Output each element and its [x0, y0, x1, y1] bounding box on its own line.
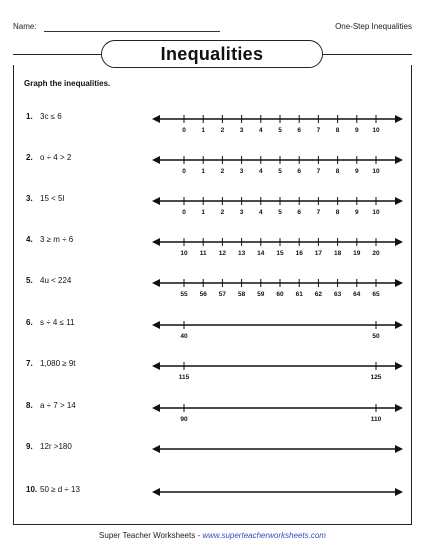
tick-label: 61	[295, 291, 303, 298]
tick-label: 17	[314, 250, 323, 257]
worksheet-topic: One-Step Inequalities	[335, 22, 412, 31]
name-line[interactable]	[44, 31, 220, 32]
tick-label: 10	[372, 168, 380, 175]
tick-label: 3	[239, 127, 244, 134]
page-title: Inequalities	[101, 40, 323, 68]
left-arrow-icon	[152, 321, 160, 329]
tick-label: 64	[353, 291, 361, 298]
problem-expression: 12r >180	[40, 442, 72, 451]
tick-label: 1	[201, 168, 206, 175]
tick-label: 10	[180, 250, 188, 257]
number-line[interactable]	[150, 486, 405, 508]
problem-expression: a ÷ 7 > 14	[40, 401, 76, 410]
footer	[0, 531, 425, 540]
tick-label: 16	[295, 250, 303, 257]
right-arrow-icon	[395, 445, 403, 453]
right-arrow-icon	[395, 362, 403, 370]
right-arrow-icon	[395, 156, 403, 164]
problem-number: 7.	[26, 359, 33, 368]
right-arrow-icon	[395, 321, 403, 329]
footer-text: Super Teacher Worksheets -	[99, 531, 203, 540]
tick-label: 50	[372, 333, 380, 340]
tick-label: 58	[237, 291, 246, 298]
tick-label: 11	[199, 250, 207, 257]
tick-label: 20	[372, 250, 380, 257]
title-rule-right	[322, 54, 412, 55]
problem-expression: 15 < 5l	[40, 194, 65, 203]
right-arrow-icon	[395, 488, 403, 496]
problem-item	[26, 401, 76, 410]
tick-label: 15	[276, 250, 284, 257]
right-arrow-icon	[395, 115, 403, 123]
problem-number: 1.	[26, 112, 33, 121]
tick-label: 6	[297, 168, 302, 175]
problem-number: 4.	[26, 235, 33, 244]
instructions: Graph the inequalities.	[24, 79, 111, 88]
number-line[interactable]	[150, 443, 405, 465]
right-arrow-icon	[395, 238, 403, 246]
name-label: Name:	[13, 22, 37, 31]
left-arrow-icon	[152, 488, 160, 496]
problem-item	[26, 318, 74, 327]
problem-item	[26, 359, 76, 368]
left-arrow-icon	[152, 197, 160, 205]
tick-label: 65	[372, 291, 380, 298]
problem-expression: 1,080 ≥ 9t	[40, 359, 76, 368]
tick-label: 110	[370, 416, 382, 423]
number-line[interactable]	[150, 113, 405, 135]
tick-label: 0	[182, 168, 186, 175]
tick-label: 10	[372, 127, 380, 134]
tick-label: 8	[335, 168, 340, 175]
tick-label: 4	[258, 127, 263, 134]
tick-label: 0	[182, 209, 186, 216]
number-line[interactable]	[150, 195, 405, 217]
problem-item	[26, 276, 71, 285]
title-rule-left	[13, 54, 103, 55]
tick-label: 4	[258, 209, 263, 216]
tick-label: 115	[178, 374, 190, 381]
problem-item	[26, 112, 62, 121]
tick-label: 59	[257, 291, 265, 298]
tick-label: 2	[220, 127, 225, 134]
tick-label: 3	[239, 168, 244, 175]
tick-label: 125	[370, 374, 382, 381]
left-arrow-icon	[152, 156, 160, 164]
number-line[interactable]	[150, 319, 405, 341]
right-arrow-icon	[395, 197, 403, 205]
problem-expression: 3c ≤ 6	[40, 112, 62, 121]
left-arrow-icon	[152, 279, 160, 287]
tick-label: 0	[182, 127, 186, 134]
tick-label: 2	[220, 209, 225, 216]
number-line[interactable]	[150, 402, 405, 424]
number-line[interactable]	[150, 277, 405, 299]
problem-expression: s ÷ 4 ≤ 11	[40, 318, 75, 327]
number-line[interactable]	[150, 154, 405, 176]
left-arrow-icon	[152, 404, 160, 412]
tick-label: 10	[372, 209, 380, 216]
problem-number: 8.	[26, 401, 33, 410]
tick-label: 5	[278, 209, 282, 216]
number-line[interactable]	[150, 236, 405, 258]
problem-number: 6.	[26, 318, 33, 327]
tick-label: 56	[199, 291, 207, 298]
tick-label: 2	[220, 168, 225, 175]
tick-label: 7	[316, 127, 321, 134]
tick-label: 62	[314, 291, 323, 298]
tick-label: 5	[278, 168, 282, 175]
tick-label: 9	[354, 209, 359, 216]
problem-item	[26, 235, 73, 244]
left-arrow-icon	[152, 445, 160, 453]
tick-label: 6	[297, 127, 302, 134]
problem-item	[26, 194, 64, 203]
problem-number: 9.	[26, 442, 33, 451]
problem-expression: o ÷ 4 > 2	[40, 153, 72, 162]
problem-number: 2.	[26, 153, 33, 162]
problem-item	[26, 485, 80, 494]
tick-label: 9	[354, 168, 359, 175]
left-arrow-icon	[152, 238, 160, 246]
problem-number: 10.	[26, 485, 38, 494]
tick-label: 13	[237, 250, 246, 257]
tick-label: 8	[335, 209, 340, 216]
problem-number: 5.	[26, 276, 33, 285]
tick-label: 4	[258, 168, 263, 175]
tick-label: 90	[180, 416, 188, 423]
tick-label: 60	[276, 291, 284, 298]
tick-label: 63	[333, 291, 342, 298]
tick-label: 18	[333, 250, 342, 257]
tick-label: 1	[201, 127, 206, 134]
tick-label: 12	[218, 250, 227, 257]
tick-label: 19	[353, 250, 361, 257]
problem-item	[26, 442, 72, 451]
right-arrow-icon	[395, 404, 403, 412]
left-arrow-icon	[152, 362, 160, 370]
problem-expression: 50 ≥ d ÷ 13	[40, 485, 80, 494]
tick-label: 6	[297, 209, 302, 216]
problem-expression: 4u < 224	[40, 276, 72, 285]
tick-label: 1	[201, 209, 206, 216]
tick-label: 7	[316, 209, 321, 216]
tick-label: 3	[239, 209, 244, 216]
tick-label: 8	[335, 127, 340, 134]
left-arrow-icon	[152, 115, 160, 123]
tick-label: 9	[354, 127, 359, 134]
problem-number: 3.	[26, 194, 33, 203]
tick-label: 55	[180, 291, 188, 298]
tick-label: 14	[257, 250, 265, 257]
right-arrow-icon	[395, 279, 403, 287]
footer-link[interactable]: www.superteacherworksheets.com	[202, 531, 326, 540]
problem-item	[26, 153, 71, 162]
tick-label: 40	[180, 333, 188, 340]
tick-label: 7	[316, 168, 321, 175]
problem-expression: 3 ≥ m ÷ 6	[40, 235, 74, 244]
tick-label: 5	[278, 127, 282, 134]
tick-label: 57	[218, 291, 227, 298]
number-line[interactable]	[150, 360, 405, 382]
